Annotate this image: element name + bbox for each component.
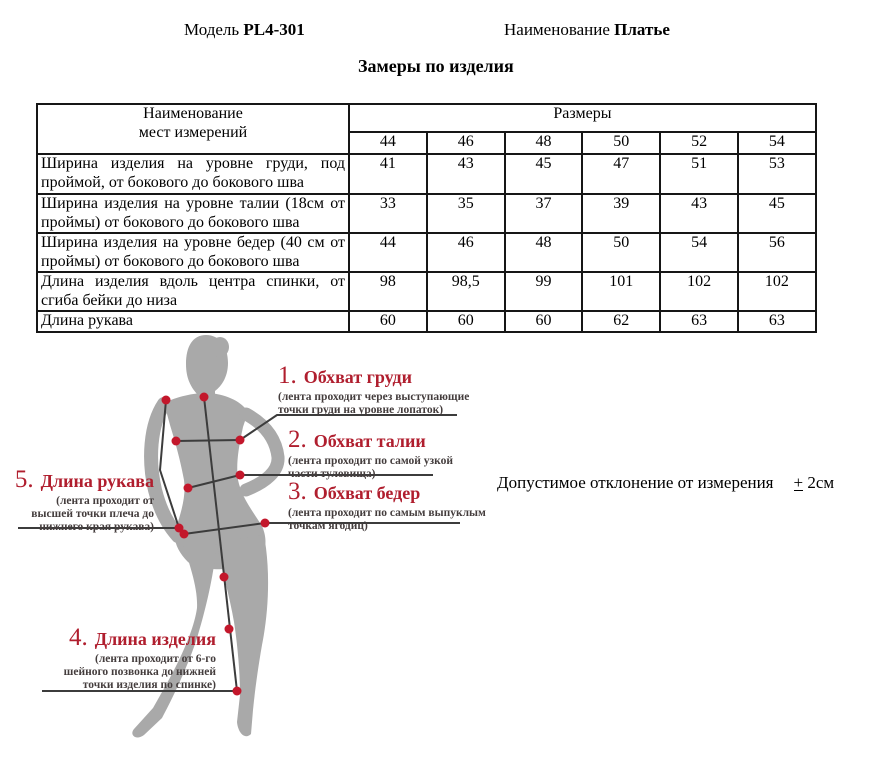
measurement-value-cell: 56 [738, 233, 816, 272]
measurement-value-cell: 41 [349, 154, 427, 194]
measurement-value-cell: 46 [427, 233, 505, 272]
measurement-value-cell: 33 [349, 194, 427, 233]
table-row [37, 272, 816, 311]
measurement-value-cell: 60 [505, 311, 583, 332]
size-header-cell: 46 [427, 132, 505, 154]
measurement-value-cell: 102 [660, 272, 738, 311]
size-header-cell: 48 [505, 132, 583, 154]
measurement-value-cell: 51 [660, 154, 738, 194]
product-name-value: Платье [614, 20, 670, 39]
measurement-value-cell: 98 [349, 272, 427, 311]
annotation-description: (лента проходит по самой узкой части туловища) [288, 455, 454, 480]
measurement-value-cell: 63 [738, 311, 816, 332]
measurement-name-cell: Ширина изделия на уровне груди, под проймой, от бокового до бокового шва [37, 154, 349, 194]
tolerance-value: 2см [803, 473, 835, 492]
annotation-garment-length [48, 624, 216, 692]
table-row [37, 154, 816, 194]
annotation-hips [288, 478, 500, 533]
measurement-value-cell: 35 [427, 194, 505, 233]
table-header-names [37, 104, 349, 154]
size-header-cell: 44 [349, 132, 427, 154]
measurement-value-cell: 44 [349, 233, 427, 272]
measurement-value-cell: 37 [505, 194, 583, 233]
table-row [37, 311, 816, 332]
annotation-title: Обхват груди [303, 367, 412, 387]
measurement-value-cell: 53 [738, 154, 816, 194]
measurement-name-cell: Ширина изделия на уровне талии (18см от проймы) от бокового до бокового шва [37, 194, 349, 233]
measurement-value-cell: 60 [427, 311, 505, 332]
product-name-label: Наименование [504, 20, 615, 39]
plus-minus-sign: + [793, 473, 804, 492]
annotation-number: 3. [288, 478, 307, 505]
annotation-chest [278, 362, 490, 417]
annotation-number: 2. [288, 426, 307, 453]
tolerance-note [497, 473, 834, 493]
measurement-value-cell: 99 [505, 272, 583, 311]
measurement-name-cell: Ширина изделия на уровне бедер (40 см от проймы) от бокового до бокового шва [37, 233, 349, 272]
annotation-description: (лента проходит по самым выпуклым точкам ягодиц) [288, 507, 486, 532]
annotation-description: (лента проходит через выступающие точки груди на уровне лопаток) [278, 391, 470, 416]
measurement-name-cell: Длина рукава [37, 311, 349, 332]
page-title: Замеры по изделия [358, 56, 514, 76]
measurement-value-cell: 48 [505, 233, 583, 272]
annotation-title: Обхват бедер [313, 483, 421, 503]
annotation-number: 4. [68, 624, 88, 651]
measurement-value-cell: 50 [582, 233, 660, 272]
annotation-number: 1. [278, 362, 297, 389]
measurement-name-cell: Длина изделия вдоль центра спинки, от сгиба бейки до низа [37, 272, 349, 311]
model-value: PL4-301 [243, 20, 305, 39]
measurement-table [36, 103, 817, 333]
annotation-title: Длина изделия [94, 629, 216, 649]
tolerance-label: Допустимое отклонение от измерения [497, 473, 774, 492]
measurement-value-cell: 45 [738, 194, 816, 233]
annotation-description: (лента проходит от 6-го шейного позвонка до нижней точки изделия по спинке) [63, 653, 216, 691]
measurement-value-cell: 54 [660, 233, 738, 272]
table-row [37, 233, 816, 272]
measurement-value-cell: 101 [582, 272, 660, 311]
measurement-value-cell: 102 [738, 272, 816, 311]
table-header-sizes: Размеры [349, 104, 816, 132]
measurement-value-cell: 43 [427, 154, 505, 194]
table-row [37, 194, 816, 233]
table-header-names-line1: Наименование [143, 105, 243, 122]
measurement-value-cell: 39 [582, 194, 660, 233]
annotation-number: 5. [14, 466, 34, 493]
measurement-value-cell: 47 [582, 154, 660, 194]
measurement-value-cell: 98,5 [427, 272, 505, 311]
annotation-waist [288, 426, 488, 481]
annotation-title: Длина рукава [40, 471, 154, 491]
table-header-names-line2: мест измерений [138, 123, 248, 141]
annotation-sleeve-length [14, 466, 154, 534]
annotation-description: (лента проходит от высшей точки плеча до нижнего края рукава) [31, 495, 154, 533]
annotation-title: Обхват талии [313, 431, 426, 451]
model-label: Модель [184, 20, 244, 39]
measurement-value-cell: 43 [660, 194, 738, 233]
measurement-value-cell: 62 [582, 311, 660, 332]
product-name-line [504, 20, 670, 40]
measurement-value-cell: 60 [349, 311, 427, 332]
model-line [184, 20, 305, 40]
size-header-cell: 54 [738, 132, 816, 154]
size-header-cell: 52 [660, 132, 738, 154]
measurement-value-cell: 63 [660, 311, 738, 332]
measurement-value-cell: 45 [505, 154, 583, 194]
size-header-cell: 50 [582, 132, 660, 154]
